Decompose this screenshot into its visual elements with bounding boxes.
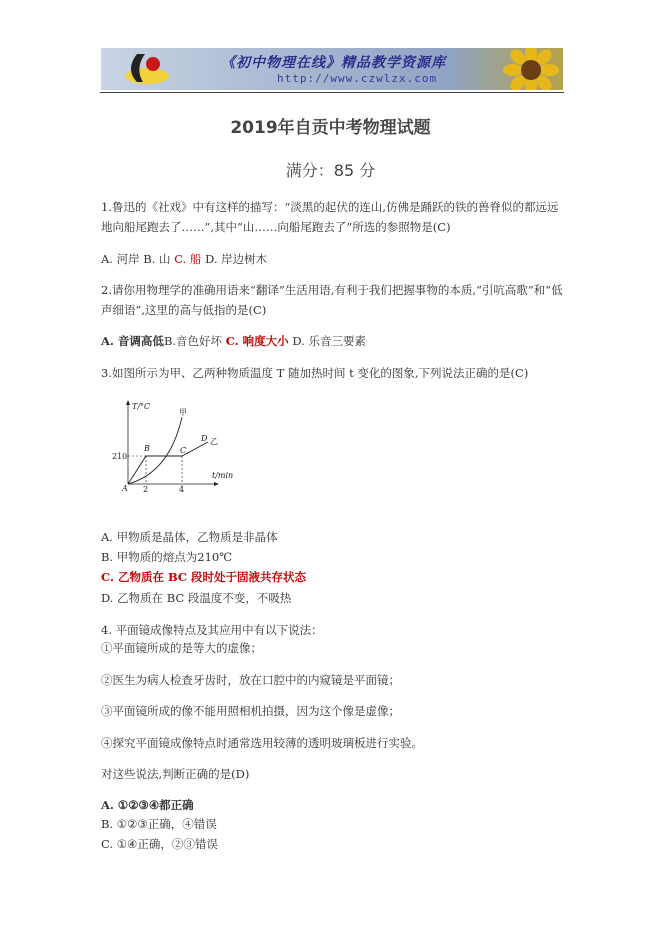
header-divider [100, 92, 564, 93]
curve-yi-label: 乙 [210, 437, 218, 446]
q3-option-b: B. 甲物质的熔点为210℃ [101, 550, 233, 564]
q3-stem: 3.如图所示为甲、乙两种物质温度 T 随加热时间 t 变化的图象,下列说法正确的是(C) [101, 366, 529, 380]
q1-option-d: D. 岸边树木 [205, 252, 268, 266]
point-d-label: D [201, 434, 208, 443]
q2-option-a: A. 音调高低 [101, 334, 164, 348]
banner-url[interactable]: http://www.czwlzx.com [277, 72, 438, 85]
q1-option-a: A. 河岸 [101, 252, 140, 266]
q2-option-c: C. 响度大小 [225, 334, 289, 348]
q4-option-b: B. ①②③正确，④错误 [101, 817, 217, 831]
banner-title: 《初中物理在线》精品教学资源库 [221, 55, 446, 71]
x-tick-4: 4 [179, 485, 185, 492]
x-axis-label: t/min [212, 471, 234, 480]
full-score: 满分：85 分 [285, 161, 376, 180]
x-axis-arrow [214, 482, 219, 486]
site-logo-icon [107, 50, 177, 88]
curve-jia-label: 甲 [179, 408, 187, 417]
sunflower-icon [499, 48, 563, 90]
q1-stem-line1: 1.鲁迅的《社戏》中有这样的描写：“淡黑的起伏的连山,仿佛是踊跃的铁的兽脊似的都远远 [101, 200, 559, 214]
q4-statement-1: ①平面镜所成的是等大的虚像； [101, 641, 262, 655]
page-title: 2019年自贡中考物理试题 [230, 118, 431, 138]
q4-stem: 4. 平面镜成像特点及其应用中有以下说法： [101, 623, 323, 637]
q4-option-a: A. ①②③④都正确 [101, 798, 194, 812]
x-tick-2: 2 [143, 485, 149, 492]
q3-temperature-graph [108, 397, 248, 492]
q4-statement-4: ④探究平面镜成像特点时通常选用较薄的透明玻璃板进行实验。 [101, 736, 423, 750]
header-banner [101, 48, 563, 90]
point-c-label: C [180, 446, 187, 455]
q4-option-c: C. ①④正确，②③错误 [101, 837, 218, 851]
point-a-label: A [122, 484, 128, 492]
y-axis-label: T/°C [132, 402, 151, 411]
q2-option-b: B.音色好坏 [163, 334, 223, 348]
q2-stem-line2: 声细语”,这里的高与低指的是(C) [101, 303, 267, 317]
q4-statement-2: ②医生为病人检查牙齿时，放在口腔中的内窥镜是平面镜； [101, 673, 400, 687]
q1-option-c: C. 船 [174, 252, 202, 266]
y-tick-210: 210 [112, 452, 128, 461]
q3-option-d: D. 乙物质在 BC 段温度不变，不吸热 [101, 591, 292, 605]
curve-jia [128, 417, 182, 484]
q4-question: 对这些说法,判断正确的是(D) [101, 767, 250, 781]
q4-statement-3: ③平面镜所成的像不能用照相机拍摄，因为这个像是虚像； [101, 704, 400, 718]
q1-option-b: B. 山 [143, 252, 171, 266]
curve-yi [128, 442, 208, 484]
q2-option-d: D. 乐音三要素 [292, 334, 366, 348]
q2-options [101, 333, 366, 349]
q1-stem-line2: 地向船尾跑去了……”,其中“山……向船尾跑去了”所选的参照物是(C) [101, 220, 451, 234]
q3-option-c: C. 乙物质在 BC 段时处于固液共存状态 [101, 570, 307, 584]
q1-options [101, 251, 267, 267]
point-b-label: B [144, 444, 150, 453]
q3-option-a: A. 甲物质是晶体，乙物质是非晶体 [101, 530, 278, 544]
q2-stem-line1: 2.请你用物理学的准确用语来“翻译”生活用语,有利于我们把握事物的本质,“引吭高歌”和“低 [101, 283, 563, 297]
y-axis-arrow [126, 400, 130, 405]
